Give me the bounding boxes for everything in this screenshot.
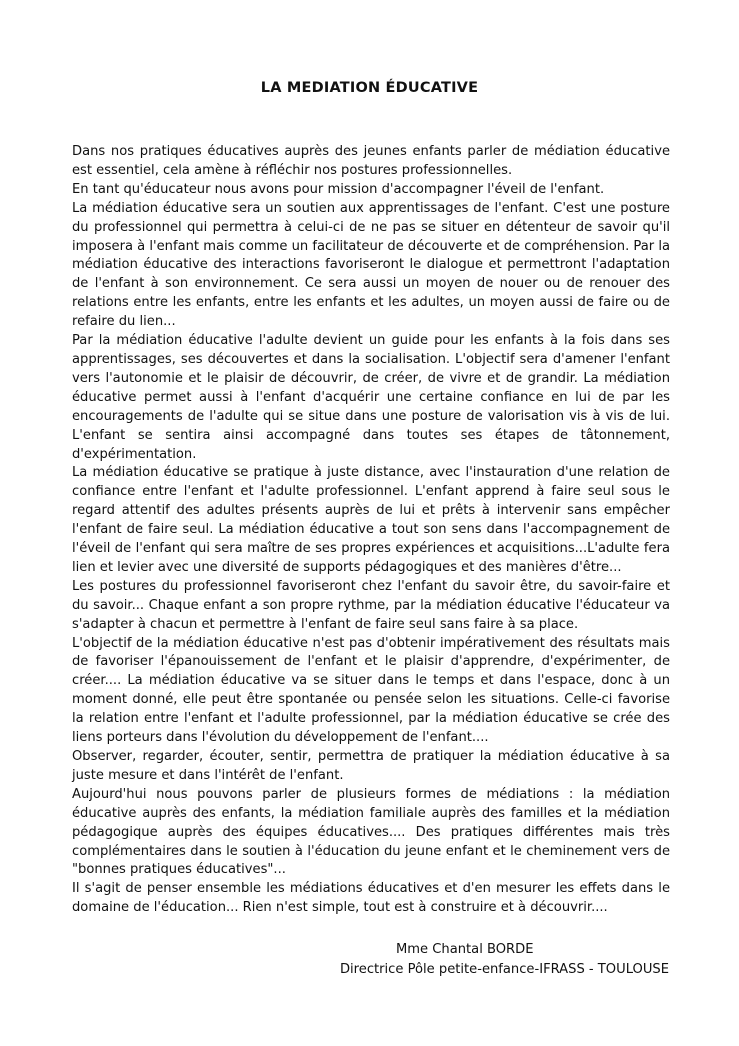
document-title: LA MEDIATION ÉDUCATIVE <box>260 80 479 96</box>
signature-block <box>300 940 669 980</box>
paragraph: Par la médiation éducative l'adulte devient un guide pour les enfants à la fois dans ses apprentissages, ses découvertes et dans la socialisation. L'objectif sera d'amener l'enfant vers l'autonomie et le plaisir de découvrir, de créer, de vivre et de grandir. La médiation éducative permet aussi à l'enfant d'acquérir une certaine confiance en lui de par les encouragements de l'adulte qui se situe dans une posture de valorisation vis à vis de lui. L'enfant se sentira ainsi accompagné dans toutes ses étapes de tâtonnement, d'expérimentation. <box>72 333 670 462</box>
signature-role: Directrice Pôle petite-enfance-IFRASS - TOULOUSE <box>339 962 669 977</box>
paragraph: Dans nos pratiques éducatives auprès des jeunes enfants parler de médiation éducative est essentiel, cela amène à réfléchir nos postures professionnelles. <box>72 144 670 178</box>
signature-name: Mme Chantal BORDE <box>396 942 534 957</box>
paragraph: L'objectif de la médiation éducative n'est pas d'obtenir impérativement des résultats mais de favoriser l'épanouissement de l'enfant et le plaisir d'apprendre, d'expérimenter, de créer.... La médiation éducative va se situer dans le temps et dans l'espace, donc à un moment donné, elle peut être spontanée ou pensée selon les situations. Celle-ci favorise la relation entre l'enfant et l'adulte professionnel, par la médiation éducative se crée des liens porteurs dans l'évolution du développement de l'enfant.... <box>72 635 670 746</box>
paragraph: La médiation éducative se pratique à juste distance, avec l'instauration d'une relation de confiance entre l'enfant et l'adulte professionnel. L'enfant apprend à faire seul sous le regard attentif des adultes présents auprès de lui et prêts à intervenir sans empêcher l'enfant de faire seul. La médiation éducative a tout son sens dans l'accompagnement de l'éveil de l'enfant qui sera maître de ses propres expériences et acquisitions...L'adulte fera lien et levier avec une diversité de supports pédagogiques et des manières d'être... <box>72 465 670 575</box>
paragraph: Observer, regarder, écouter, sentir, permettra de pratiquer la médiation éducative à sa juste mesure et dans l'intérêt de l'enfant. <box>72 749 670 783</box>
paragraph: La médiation éducative sera un soutien aux apprentissages de l'enfant. C'est une posture du professionnel qui permettra à celui-ci de ne pas se situer en détenteur de savoir qu'il imposera à l'enfant mais comme un facilitateur de découverte et de compréhension. Par la médiation éducative des interactions favoriseront le dialogue et permettront l'adaptation de l'enfant à son environnement. Ce sera aussi un moyen de nouer ou de renouer des relations entre les enfants, entre les enfants et les adultes, un moyen aussi de faire ou de refaire du lien... <box>72 200 670 330</box>
paragraph: En tant qu'éducateur nous avons pour mission d'accompagner l'éveil de l'enfant. <box>72 181 605 197</box>
paragraph: Aujourd'hui nous pouvons parler de plusieurs formes de médiations : la médiation éducative auprès des enfants, la médiation familiale auprès des familles et la médiation pédagogique auprès des équipes éducatives.... Des pratiques différentes mais très complémentaires dans le soutien à l'éducation du jeune enfant et le cheminement vers de "bonnes pratiques éducatives"... <box>72 786 670 878</box>
document-body <box>72 143 670 918</box>
paragraph: Il s'agit de penser ensemble les médiations éducatives et d'en mesurer les effets dans le domaine de l'éducation... Rien n'est simple, tout est à construire et à découvrir.... <box>72 881 670 916</box>
paragraph: Les postures du professionnel favoriseront chez l'enfant du savoir être, du savoir-faire et du savoir... Chaque enfant a son propre rythme, par la médiation éducative l'éducateur va s'adapter à chacun et permettre à l'enfant de faire seul sans faire à sa place. <box>72 578 670 632</box>
